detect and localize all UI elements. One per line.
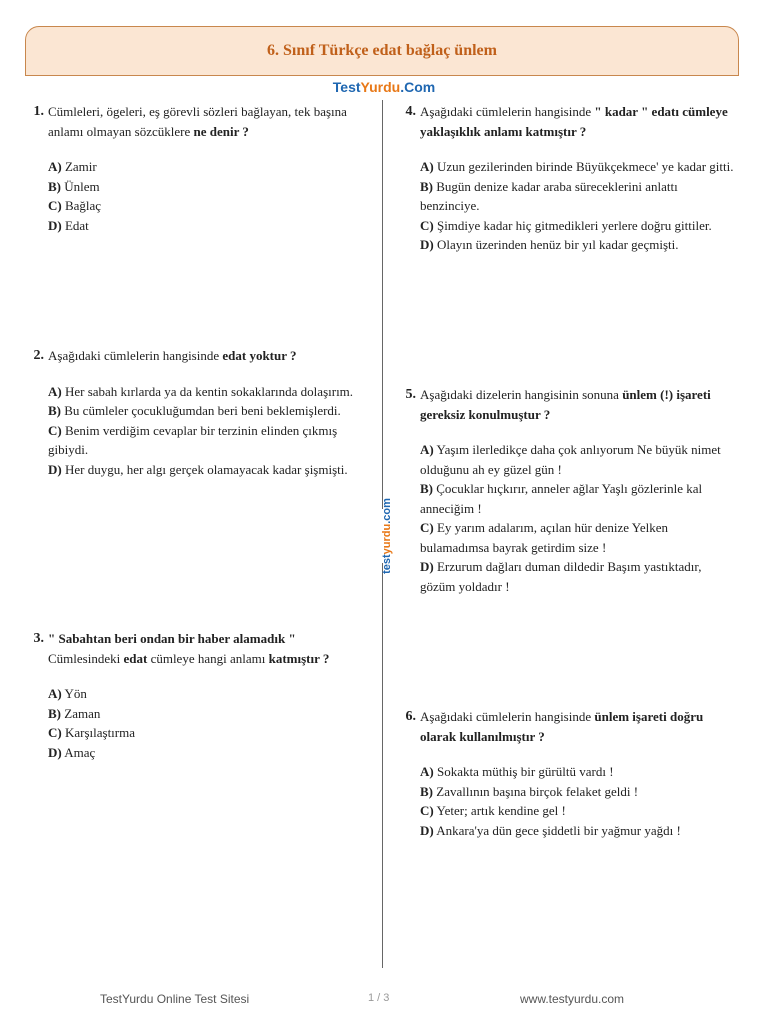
- option-text: Her duygu, her algı gerçek olamayacak kadar şişmişti.: [64, 461, 348, 477]
- option-letter: A): [48, 686, 62, 701]
- option-letter: B): [420, 783, 433, 799]
- option-b[interactable]: [48, 401, 370, 421]
- side-brand-part-2: yurdu: [381, 523, 393, 555]
- option-letter: B): [420, 178, 433, 194]
- option-letter: C): [48, 198, 62, 213]
- question-text-emphasis: " kadar " edatı cümleye yaklaşıklık anlamı katmıştır ?: [420, 104, 728, 139]
- option-b[interactable]: [420, 177, 740, 216]
- option-text: Ankara'ya dün gece şiddetli bir yağmur yağdı !: [436, 822, 681, 838]
- question-text: [420, 102, 740, 141]
- question-number: 5.: [405, 387, 416, 402]
- option-letter: A): [48, 383, 62, 399]
- option-text: Amaç: [64, 744, 96, 760]
- option-letter: C): [420, 217, 434, 233]
- option-text: Edat: [64, 217, 89, 233]
- option-text: Ünlem: [64, 178, 100, 194]
- option-b[interactable]: [48, 704, 370, 724]
- question-text: [48, 629, 370, 668]
- option-b[interactable]: [420, 479, 740, 518]
- option-letter: D): [420, 559, 434, 574]
- option-a[interactable]: [48, 157, 370, 177]
- option-text: Yaşım ilerledikçe daha çok anlıyorum Ne büyük nimet olduğunu ah ey güzel gün !: [420, 442, 721, 477]
- option-letter: D): [420, 237, 434, 252]
- question-2: [26, 346, 370, 479]
- option-d[interactable]: [48, 743, 370, 763]
- option-letter: D): [48, 461, 62, 477]
- option-letter: C): [48, 422, 62, 438]
- option-b[interactable]: [420, 782, 740, 802]
- option-letter: C): [420, 803, 434, 818]
- option-d[interactable]: [48, 216, 370, 236]
- question-text: [420, 707, 740, 746]
- option-text: Olayın üzerinden henüz bir yıl kadar geçmişti.: [436, 237, 679, 252]
- brand-part-3: .Com: [400, 79, 436, 95]
- footer-website-link[interactable]: www.testyurdu.com: [520, 992, 625, 1006]
- question-3: [26, 629, 370, 762]
- page-title: 6. Sınıf Türkçe edat bağlaç ünlem: [267, 42, 497, 59]
- option-d[interactable]: [48, 460, 370, 480]
- question-text-part: Aşağıdaki cümlelerin hangisinde: [420, 709, 595, 724]
- option-letter: C): [420, 520, 434, 535]
- option-letter: B): [420, 481, 433, 496]
- question-text-emphasis: ünlem işareti doğru olarak kullanılmıştır ?: [420, 709, 704, 744]
- option-letter: A): [420, 764, 434, 779]
- option-letter: D): [420, 822, 434, 838]
- option-c[interactable]: [420, 518, 740, 557]
- side-brand-logo: [379, 498, 395, 574]
- footer-page-number: 1 / 3: [368, 992, 390, 1004]
- question-text-emphasis: edat yoktur ?: [222, 348, 297, 363]
- option-text: Yeter; artık kendine gel !: [436, 803, 566, 818]
- question-1: [26, 102, 370, 235]
- option-d[interactable]: [420, 821, 740, 841]
- option-text: Şimdiye kadar hiç gitmedikleri yerlere doğru gittiler.: [436, 217, 712, 233]
- question-text-emphasis: edat: [123, 650, 148, 666]
- option-c[interactable]: [48, 421, 370, 460]
- option-text: Zavallının başına birçok felaket geldi !: [436, 783, 639, 799]
- question-text-part: Aşağıdaki cümlelerin hangisinde: [420, 104, 595, 119]
- brand-part-1: Test: [332, 79, 361, 95]
- option-c[interactable]: [420, 216, 740, 236]
- question-text: [420, 385, 740, 424]
- option-text: Zaman: [64, 705, 101, 721]
- question-number: 4.: [405, 104, 416, 119]
- option-letter: A): [48, 159, 62, 174]
- option-a[interactable]: [420, 157, 740, 177]
- question-text: [48, 346, 370, 366]
- question-number: 6.: [405, 709, 416, 724]
- option-d[interactable]: [420, 557, 740, 596]
- option-letter: A): [420, 442, 434, 457]
- question-text: [48, 102, 370, 141]
- question-text-part: Cümlesindeki: [48, 650, 124, 666]
- question-text-part: cümleye hangi anlamı: [147, 650, 269, 666]
- option-text: Zamir: [64, 159, 97, 174]
- side-brand-part-3: .com: [381, 498, 393, 524]
- question-number: 3.: [33, 631, 44, 646]
- option-text: Çocuklar hıçkırır, anneler ağlar Yaşlı gözlerinle kal anneciğim !: [420, 481, 703, 516]
- option-d[interactable]: [420, 235, 740, 255]
- brand-logo: [0, 79, 768, 95]
- side-brand-part-1: test: [381, 554, 393, 574]
- option-text: Her sabah kırlarda ya da kentin sokaklarında dolaşırım.: [64, 383, 354, 399]
- option-letter: D): [48, 217, 62, 233]
- question-5: [398, 385, 740, 596]
- question-text-part: Aşağıdaki cümlelerin hangisinde: [48, 348, 223, 363]
- question-6: [398, 707, 740, 840]
- question-text-emphasis: katmıştır ?: [268, 650, 330, 666]
- option-text: Bu cümleler çocukluğumdan beri beni beklemişlerdi.: [64, 403, 341, 418]
- option-letter: C): [48, 725, 62, 740]
- question-4: [398, 102, 740, 255]
- option-a[interactable]: [48, 684, 370, 704]
- option-c[interactable]: [48, 196, 370, 216]
- option-text: Yön: [64, 686, 87, 701]
- option-letter: B): [48, 403, 61, 418]
- question-text-emphasis: ünlem (!) işareti gereksiz konulmuştur ?: [420, 387, 711, 422]
- option-text: Erzurum dağları duman dildedir Başım yastıktadır, gözüm yoldadır !: [420, 559, 702, 594]
- option-b[interactable]: [48, 177, 370, 197]
- option-letter: D): [48, 744, 62, 760]
- option-text: Bugün denize kadar araba süreceklerini anlattı benzinciye.: [420, 178, 678, 213]
- option-text: Uzun gezilerinden birinde Büyükçekmece' ye kadar gitti.: [436, 159, 734, 174]
- page-header: [25, 26, 739, 76]
- brand-part-2: Yurdu: [360, 79, 401, 95]
- question-text-part: Cümleleri, ögeleri, eş görevli sözleri bağlayan, tek başına anlamı olmayan sözcüklere: [48, 104, 347, 139]
- option-c[interactable]: [48, 723, 370, 743]
- option-text: Sokakta müthiş bir gürültü vardı !: [436, 764, 614, 779]
- option-c[interactable]: [420, 801, 740, 821]
- question-text-emphasis: " Sabahtan beri ondan bir haber alamadık ": [48, 631, 296, 646]
- question-text-emphasis: ne denir ?: [193, 123, 249, 139]
- option-a[interactable]: [420, 440, 740, 479]
- question-text-part: Aşağıdaki dizelerin hangisinin sonuna: [420, 387, 623, 402]
- option-text: Ey yarım adalarım, açılan hür denize Yelken bulamadımsa bayrak getirdim size !: [420, 520, 668, 555]
- option-letter: A): [420, 159, 434, 174]
- question-number: 2.: [33, 348, 44, 363]
- option-a[interactable]: [48, 382, 370, 402]
- option-letter: B): [48, 705, 61, 721]
- option-text: Karşılaştırma: [64, 725, 136, 740]
- option-text: Benim verdiğim cevaplar bir terzinin elinden çıkmış gibiydi.: [48, 422, 338, 457]
- question-number: 1.: [33, 104, 44, 119]
- option-a[interactable]: [420, 762, 740, 782]
- option-text: Bağlaç: [64, 198, 102, 213]
- footer-site-name: TestYurdu Online Test Sitesi: [100, 992, 250, 1006]
- option-letter: B): [48, 178, 61, 194]
